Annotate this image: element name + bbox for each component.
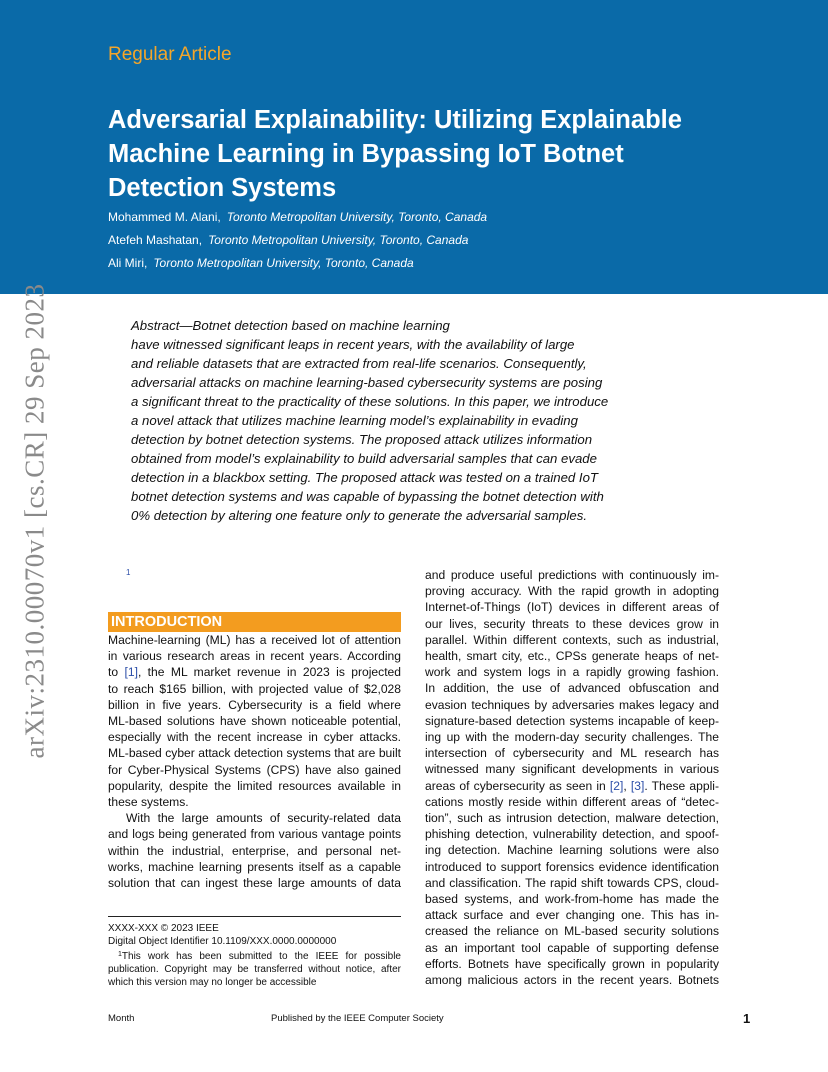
abstract — [131, 316, 641, 525]
footer-month: Month — [108, 1013, 135, 1024]
text-line: creased the reliance on ML-based security solutions — [425, 924, 719, 939]
abstract-line: a significant threat to the practicality of these solutions. In this paper, we introduce — [131, 394, 609, 409]
page-number: 1 — [743, 1011, 751, 1026]
author-name: Atefeh Mashatan, — [108, 233, 203, 247]
text-line: in various research areas in recent years. According — [108, 649, 401, 664]
citation-link-2[interactable]: [2] — [609, 778, 624, 793]
text-line: works, machine learning presents itself as a capable — [108, 859, 401, 874]
text-line: within the industrial, enterprise, and personal net- — [108, 843, 401, 858]
text-line: for Cyber-Physical Systems (CPS) have also gained — [108, 762, 401, 777]
text-line: With the large amounts of security-related data — [126, 811, 401, 826]
copyright-line: XXXX-XXX © 2023 IEEE — [108, 923, 219, 934]
author-2 — [108, 233, 468, 247]
text-line: cations mostly reside within different areas of “detec- — [425, 794, 719, 809]
right-column-text — [425, 567, 719, 988]
text-line: phishing detection, vulnerability detection, and spoof- — [425, 827, 719, 842]
footnote-line: publication. Copyright may be transferred without notice, after — [108, 964, 401, 975]
text-line: and logs being generated from various vantage points — [108, 827, 401, 842]
text-line: Internet-of-Things (IoT) devices in different areas of — [425, 600, 719, 615]
text-line: work and system logs in a rapidly growing fashion. — [425, 665, 719, 680]
abstract-line: and reliable datasets that are extracted from real-life scenarios. Consequently, — [131, 356, 587, 371]
abstract-line: have witnessed significant leaps in recent years, with the availability of large — [131, 337, 575, 352]
author-1 — [108, 210, 487, 224]
text-line: our lives, security threats to these devices grow in — [425, 616, 719, 631]
abstract-line: botnet detection systems and was capable of bypassing the botnet detection with — [131, 489, 604, 504]
footnote-mark-link[interactable]: 1 — [126, 568, 131, 577]
doi-line: Digital Object Identifier 10.1109/XXX.0000.0000000 — [108, 936, 337, 947]
citation-link-1[interactable]: [1] — [124, 665, 138, 680]
author-affiliation: Toronto Metropolitan University, Toronto, Canada — [153, 256, 414, 270]
arxiv-stamp — [19, 283, 50, 759]
author-name: Mohammed M. Alani, — [108, 210, 221, 224]
text-line: and produce useful predictions with continuously im- — [425, 568, 719, 582]
author-3 — [108, 256, 414, 270]
footnote-line: which this version may no longer be accessible — [108, 977, 317, 988]
text-line: attack surface and ever changing one. This has in- — [425, 908, 719, 923]
text-line: introduced to support forensics evidence identification — [425, 859, 719, 874]
text-line: tion”, such as intrusion detection, malware detection, — [425, 811, 719, 826]
text-line: intersection of cybersecurity and ML research has — [425, 746, 719, 761]
text-line: popularity, despite the limited resources available in — [108, 778, 401, 793]
text-line: Machine-learning (ML) has a received lot of attention — [108, 633, 401, 647]
text-line: and classification. The rapid shift towards CPS, cloud- — [425, 875, 719, 890]
arxiv-stamp-text: arXiv:2310.00070v1 [cs.CR] 29 Sep 2023 — [19, 283, 50, 759]
article-type-label: Regular Article — [108, 44, 232, 65]
citation-link-3[interactable]: [3] — [630, 778, 645, 793]
text-line: ing detection. Machine learning solutions were also — [425, 843, 719, 858]
text-line: efforts. Botnets have specifically grown in popularity — [425, 956, 719, 971]
title-line: Detection Systems — [108, 174, 337, 202]
text-line: parallel. Within different contexts, such as industrial, — [425, 632, 719, 647]
abstract-line: 0% detection by altering one feature only to generate the adversarial samples. — [131, 508, 587, 523]
text-line: especially with the recent increase in cyber attacks. — [108, 730, 401, 745]
text-line: ing up with the modern-day security challenges. The — [425, 730, 719, 745]
title-line: Machine Learning in Bypassing IoT Botnet — [108, 140, 624, 168]
paper-title — [108, 103, 768, 205]
title-line: Adversarial Explainability: Utilizing Explainable — [108, 106, 682, 134]
text-line: billion in five years. Cybersecurity is a field where — [108, 697, 401, 712]
text-line: signature-based detection systems incapable of keep- — [425, 713, 719, 728]
author-affiliation: Toronto Metropolitan University, Toronto, Canada — [226, 210, 488, 224]
footer-publisher: Published by the IEEE Computer Society — [271, 1013, 444, 1024]
text-line: among malicious actors in the recent years. Botnets — [425, 973, 719, 988]
footnote-divider — [108, 916, 401, 917]
text-line: ML-based cyber attack detection systems that are built — [108, 746, 401, 761]
text-line: proving accuracy. With the rapid growth in adopting — [425, 584, 719, 599]
text-line: to [1], the ML market revenue in 2023 is projected — [108, 665, 402, 680]
text-line: witnessed many significant developments in various — [425, 762, 719, 777]
abstract-line: a novel attack that utilizes machine learning model’s explainability in evading — [131, 413, 578, 428]
footnote-line — [108, 948, 401, 963]
text-line: to reach $165 billion, with projected value of $2,028 — [108, 681, 401, 696]
text-line: solution that can ingest these large amounts of data — [108, 876, 401, 891]
left-column-text — [108, 632, 401, 891]
section-heading-introduction: INTRODUCTION — [108, 612, 401, 632]
text-line: areas of cybersecurity as seen in [2], [3]. These appli- — [425, 778, 719, 793]
abstract-line: Abstract—Botnet detection based on machine learning — [131, 318, 450, 333]
text-line: health, smart city, etc., CPSs generate heaps of net- — [425, 649, 719, 664]
text-line: In addition, the use of advanced obfuscation and — [425, 681, 719, 696]
footnote-text: This work has been submitted to the IEEE for possible — [121, 951, 401, 962]
footnote-superscript: 1 — [118, 951, 122, 958]
text-line: based systems, and work-from-home has made the — [425, 892, 719, 907]
text-line: as an important tool capable of supporting defense — [425, 940, 719, 955]
abstract-line: detection by botnet detection systems. The proposed attack utilizes information — [131, 432, 593, 447]
footnote-block — [108, 922, 401, 989]
text-line: these systems. — [108, 795, 189, 810]
text-line: evasion techniques by adversaries makes legacy and — [425, 697, 719, 712]
abstract-line: adversarial attacks on machine learning-based cybersecurity systems are posing — [131, 375, 603, 390]
author-name: Ali Miri, — [108, 256, 148, 270]
abstract-line: obtained from model’s explainability to build adversarial samples that can evade — [131, 451, 597, 466]
author-affiliation: Toronto Metropolitan University, Toronto, Canada — [208, 233, 469, 247]
text-line: ML-based solutions have shown noticeable potential, — [108, 714, 401, 729]
abstract-line: detection in a blackbox setting. The proposed attack was tested on a trained IoT — [131, 470, 598, 485]
